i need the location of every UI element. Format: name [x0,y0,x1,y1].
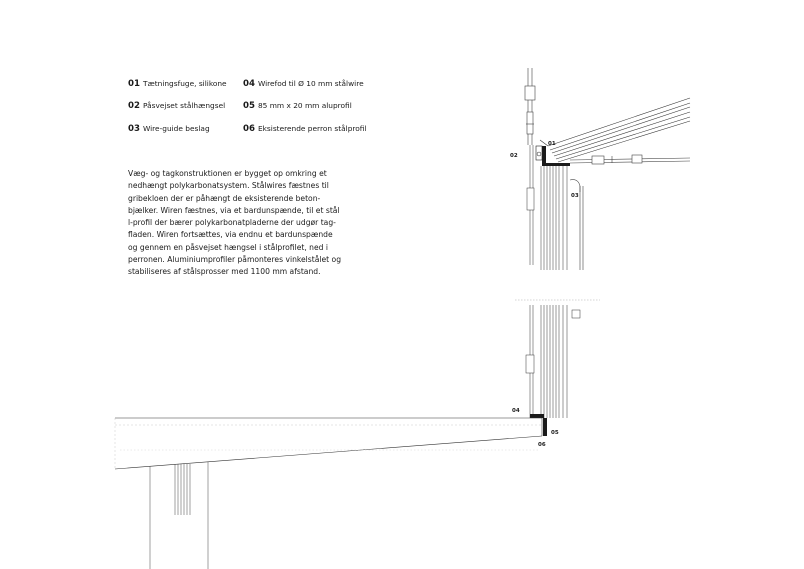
legend-text: Tætningsfuge, silikone [142,79,227,88]
upper-hanger-assembly [525,68,535,145]
platform-column [150,462,208,569]
legend-text: 85 mm x 20 mm aluprofil [257,101,352,110]
legend-number: 06 [243,124,255,134]
legend-text: Wirefod til Ø 10 mm stålwire [257,79,364,88]
legend-text: Påsvejset stålhængsel [142,101,226,110]
wall-profiles-lower [526,305,580,418]
description-line: og gennem en påsvejset hængsel i stålprofilet, ned i [128,242,328,252]
callout-05: 05 [551,430,559,436]
legend-number: 05 [243,101,255,111]
description-line: perronen. Aluminiumprofiler påmonteres vinkelstålet og [128,255,342,265]
horizontal-wire [570,155,690,164]
legend-text: Wire-guide beslag [142,124,210,133]
platform-slab [115,418,542,469]
legend-number: 01 [128,79,140,89]
callout-06: 06 [538,442,546,448]
callout-03: 03 [571,193,579,199]
description-line: fladen. Wiren fortsættes, via endnu et bardunspænde [128,230,333,240]
callout-01: 01 [548,141,556,147]
description-line: l-profil der bærer polykarbonatpladerne der udgør tag- [128,218,336,228]
legend-text: Eksisterende perron stålprofil [257,124,367,133]
description-line: bjælker. Wiren fæstnes, via et bardunspænde, til et stål [128,205,340,215]
description-line: stabiliseres af stålsprosser med 1100 mm afstand. [128,267,321,277]
roof-sheets [540,98,690,162]
description-line: Væg- og tagkonstruktionen er bygget op omkring et [128,169,327,178]
legend-number: 03 [128,124,140,134]
callout-02: 02 [510,153,518,159]
description-line: nedhængt polykarbonatsystem. Stålwires fæstnes til [128,181,329,191]
legend-number: 02 [128,101,140,111]
legend-number: 04 [243,79,255,89]
callout-04: 04 [512,408,520,414]
description-line: gribekloen der er påhængt de eksisterende beton- [128,193,321,203]
